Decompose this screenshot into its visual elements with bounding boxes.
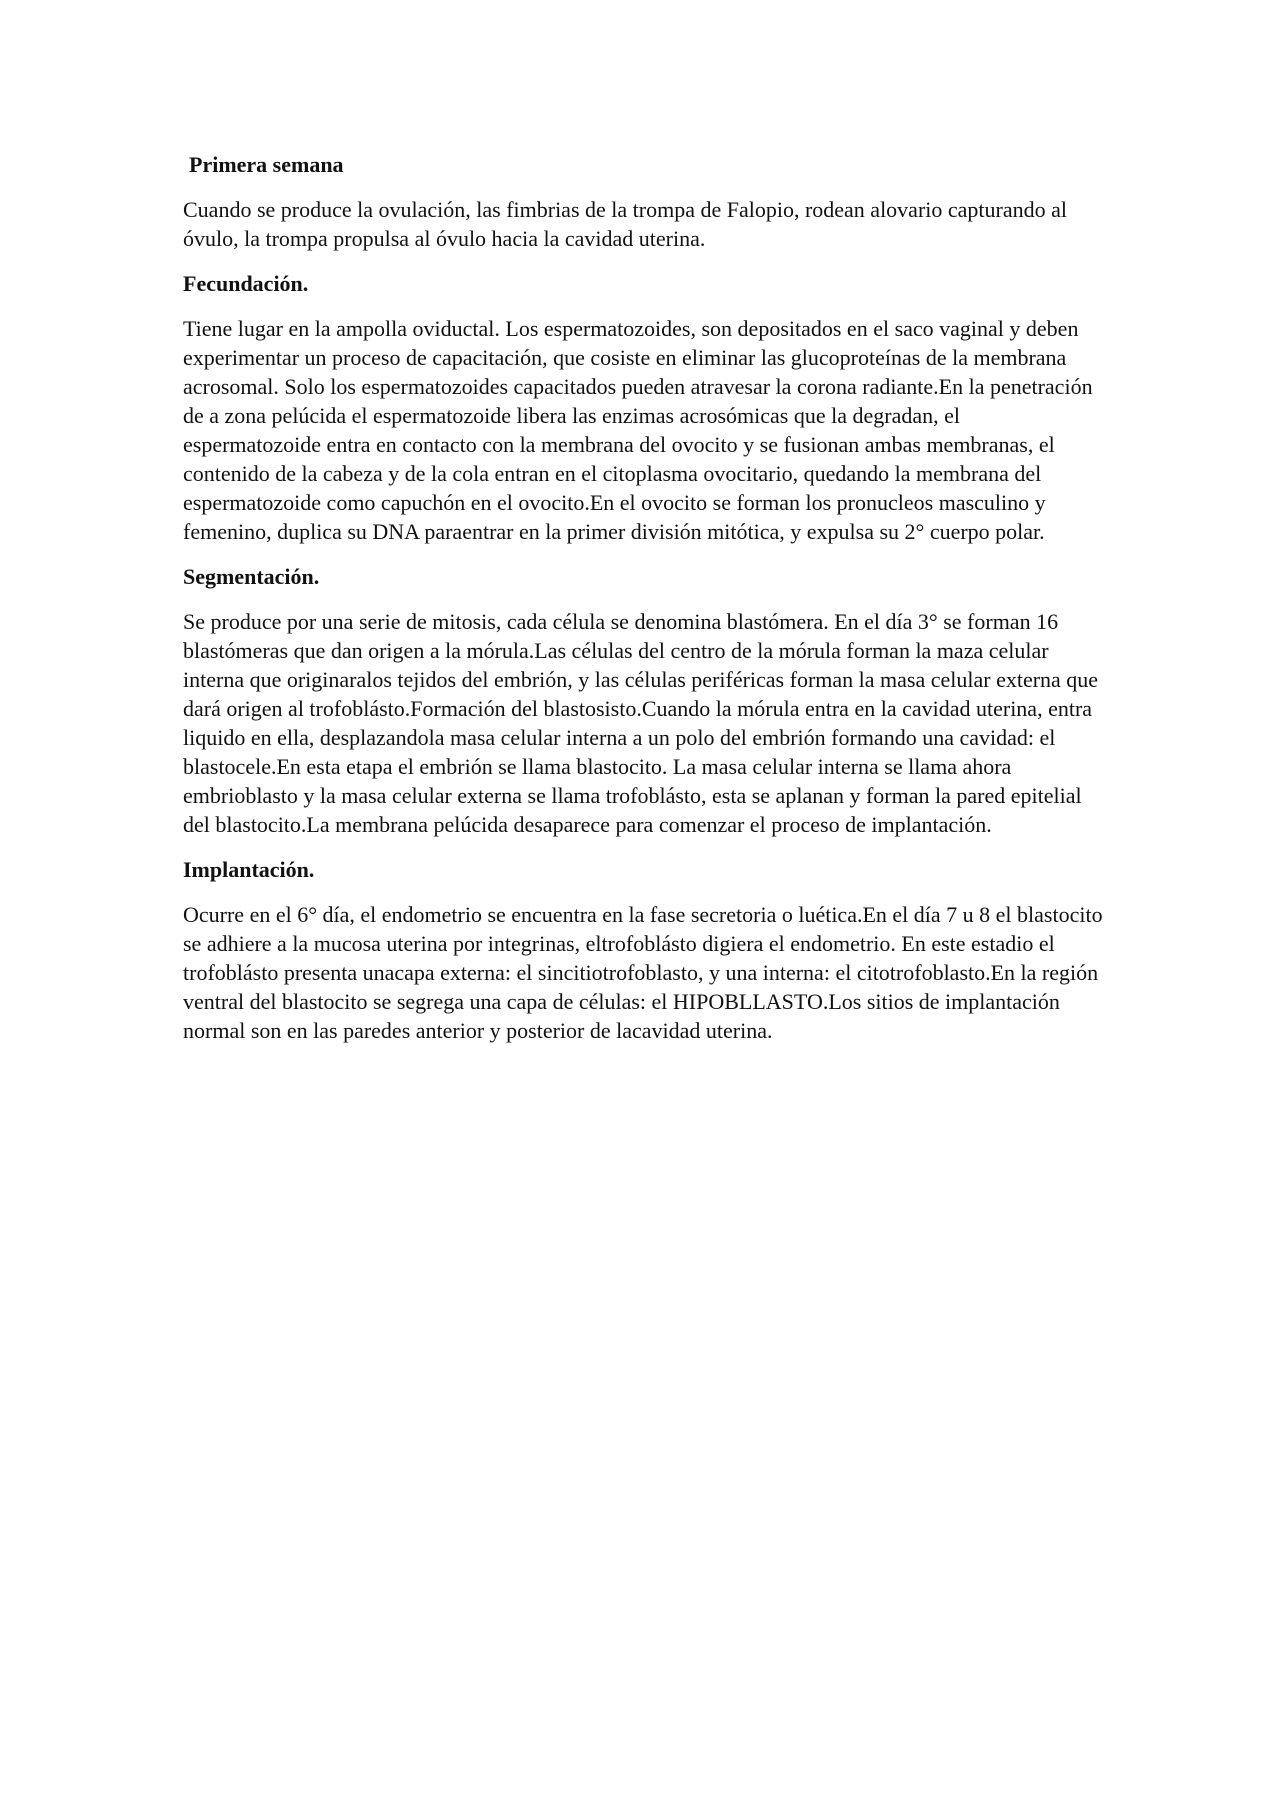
section-heading-fecundacion: Fecundación. xyxy=(183,271,309,296)
document-title: Primera semana xyxy=(189,152,344,177)
section-body-implantacion: Ocurre en el 6° día, el endometrio se encuentra en la fase secretoria o luética.En el día 7 u 8 el blastocito se adhiere a la mucosa uterina por integrinas, eltrofoblásto digiera el endometrio. En este estadio el trofoblásto presenta unacapa externa: el sincitiotrofoblasto, y una interna: el citotrofoblasto.En la región ventral del blastocito se segrega una capa de células: el HIPOBLLASTO.Los sitios de implantación normal son en las paredes anterior y posterior de lacavidad uterina. xyxy=(183,902,1103,1043)
document-body xyxy=(183,150,1103,1061)
section-heading-segmentacion: Segmentación. xyxy=(183,564,320,589)
section-heading-implantacion: Implantación. xyxy=(183,857,315,882)
section-body-fecundacion: Tiene lugar en la ampolla oviductal. Los espermatozoides, son depositados en el saco vaginal y deben experimentar un proceso de capacitación, que cosiste en eliminar las glucoproteínas de la membrana acrosomal. Solo los espermatozoides capacitados pueden atravesar la corona radiante.En la penetración de a zona pelúcida el espermatozoide libera las enzimas acrosómicas que la degradan, el espermatozoide entra en contacto con la membrana del ovocito y se fusionan ambas membranas, el contenido de la cabeza y de la cola entran en el citoplasma ovocitario, quedando la membrana del espermatozoide como capuchón en el ovocito.En el ovocito se forman los pronucleos masculino y femenino, duplica su DNA paraentrar en la primer división mitótica, y expulsa su 2° cuerpo polar. xyxy=(183,316,1093,544)
section-body-segmentacion: Se produce por una serie de mitosis, cada célula se denomina blastómera. En el día 3° se forman 16 blastómeras que dan origen a la mórula.Las células del centro de la mórula forman la maza celular interna que originaralos tejidos del embrión, y las células periféricas forman la masa celular externa que dará origen al trofoblásto.Formación del blastosisto.Cuando la mórula entra en la cavidad uterina, entra liquido en ella, desplazandola masa celular interna a un polo del embrión formando una cavidad: el blastocele.En esta etapa el embrión se llama blastocito. La masa celular interna se llama ahora embrioblasto y la masa celular externa se llama trofoblásto, esta se aplanan y forman la pared epitelial del blastocito.La membrana pelúcida desaparece para comenzar el proceso de implantación. xyxy=(183,609,1099,837)
intro-paragraph: Cuando se produce la ovulación, las fimbrias de la trompa de Falopio, rodean alovario capturando al óvulo, la trompa propulsa al óvulo hacia la cavidad uterina. xyxy=(183,197,1067,251)
